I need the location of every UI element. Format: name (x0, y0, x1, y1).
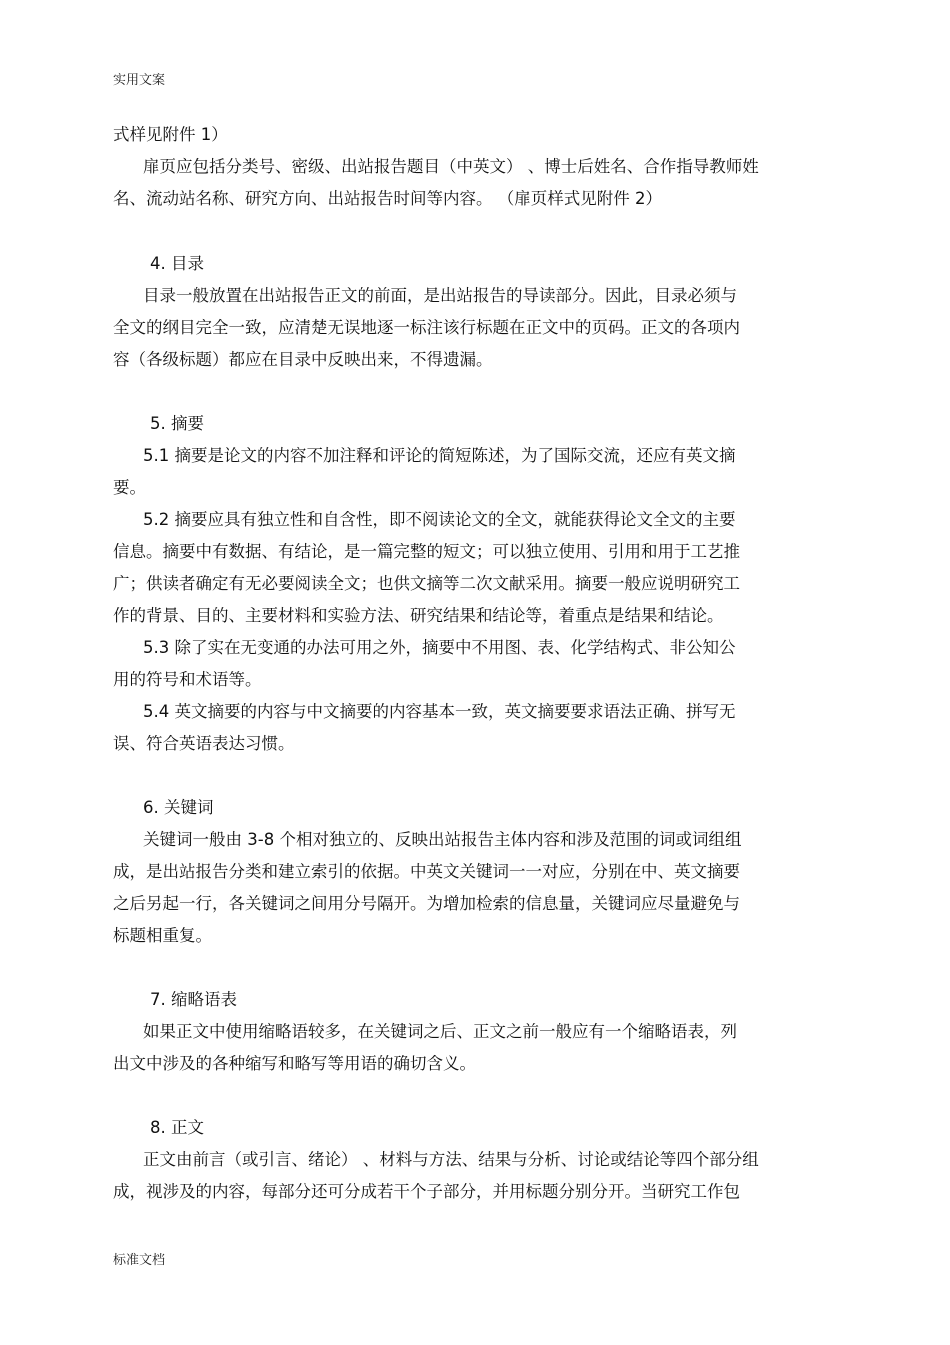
text-line: 容（各级标题）都应在目录中反映出来，不得遗漏。 (113, 350, 493, 369)
text-line: 5.4 英文摘要的内容与中文摘要的内容基本一致，英文摘要要求语法正确、拼写无 (143, 702, 736, 721)
text-line: 扉页应包括分类号、密级、出站报告题目（中英文） 、博士后姓名、合作指导教师姓 (143, 157, 759, 176)
text-line: 目录一般放置在出站报告正文的前面，是出站报告的导读部分。因此，目录必须与 (143, 286, 737, 305)
text-line: 作的背景、目的、主要材料和实验方法、研究结果和结论等，着重点是结果和结论。 (113, 606, 724, 625)
text-line: 成，视涉及的内容，每部分还可分成若干个子部分，并用标题分别分开。当研究工作包 (113, 1182, 740, 1201)
text-line: 广；供读者确定有无必要阅读全文；也供文摘等二次文献采用。摘要一般应说明研究工 (113, 574, 740, 593)
text-line: 正文由前言（或引言、绪论） 、材料与方法、结果与分析、讨论或结论等四个部分组 (143, 1150, 759, 1169)
text-line: 要。 (113, 478, 146, 497)
section-heading: 8. 正文 (150, 1118, 204, 1137)
text-line: 用的符号和术语等。 (113, 670, 262, 689)
text-line: 如果正文中使用缩略语较多，在关键词之后、正文之前一般应有一个缩略语表，列 (143, 1022, 737, 1041)
section-heading: 5. 摘要 (150, 414, 204, 433)
text-line: 式样见附件 1） (113, 125, 228, 144)
text-line: 出文中涉及的各种缩写和略写等用语的确切含义。 (113, 1054, 476, 1073)
text-line: 名、流动站名称、研究方向、出站报告时间等内容。 （扉页样式见附件 2） (113, 189, 662, 208)
text-line: 成，是出站报告分类和建立索引的依据。中英文关键词一一对应，分别在中、英文摘要 (113, 862, 740, 881)
text-line: 之后另起一行，各关键词之间用分号隔开。为增加检索的信息量，关键词应尽量避免与 (113, 894, 740, 913)
section-heading: 6. 关键词 (143, 798, 214, 817)
text-line: 关键词一般由 3-8 个相对独立的、反映出站报告主体内容和涉及范围的词或词组组 (143, 830, 742, 849)
page-footer: 标准文档 (113, 1253, 166, 1268)
section-heading: 7. 缩略语表 (150, 990, 237, 1009)
section-heading: 4. 目录 (150, 254, 204, 273)
text-line: 5.1 摘要是论文的内容不加注释和评论的简短陈述，为了国际交流，还应有英文摘 (143, 446, 736, 465)
text-line: 5.3 除了实在无变通的办法可用之外，摘要中不用图、表、化学结构式、非公知公 (143, 638, 736, 657)
text-line: 误、符合英语表达习惯。 (113, 734, 295, 753)
text-line: 5.2 摘要应具有独立性和自含性，即不阅读论文的全文，就能获得论文全文的主要 (143, 510, 736, 529)
text-line: 全文的纲目完全一致，应清楚无误地逐一标注该行标题在正文中的页码。正文的各项内 (113, 318, 740, 337)
text-line: 信息。摘要中有数据、有结论，是一篇完整的短文；可以独立使用、引用和用于工艺推 (113, 542, 740, 561)
text-line: 标题相重复。 (113, 926, 212, 945)
page-header: 实用文案 (113, 73, 166, 88)
